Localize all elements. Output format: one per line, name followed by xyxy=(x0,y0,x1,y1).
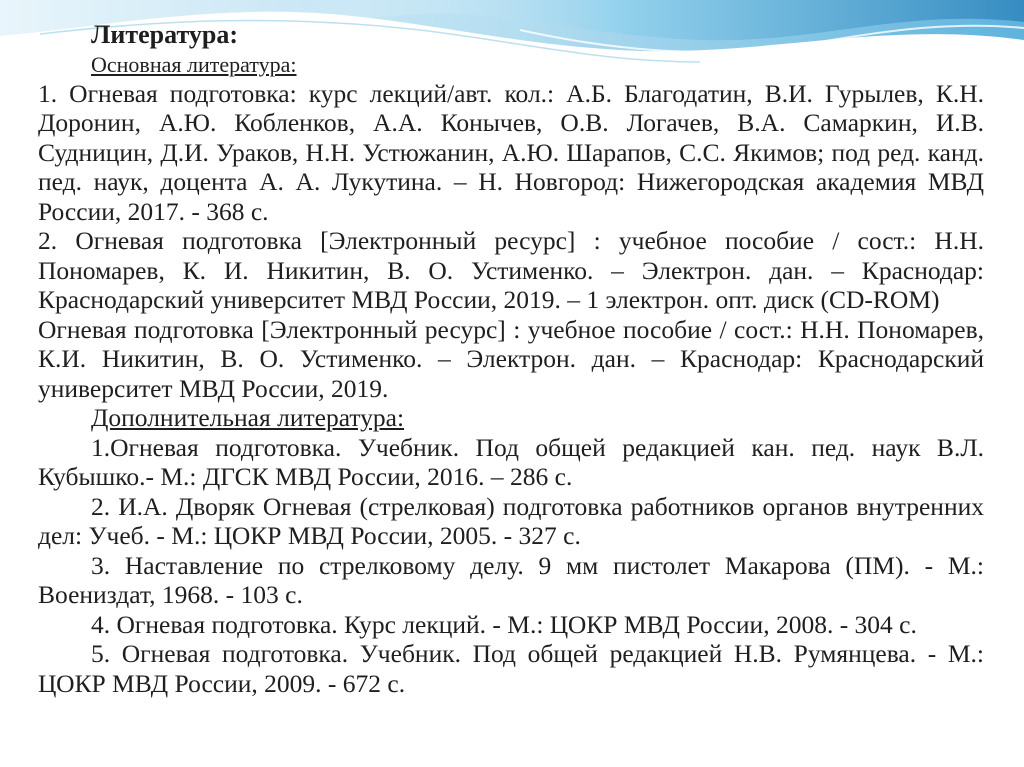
additional-literature-item: 1.Огневая подготовка. Учебник. Под общей редакцией кан. пед. наук В.Л. Кубышко.- М.: ДГСК МВД России, 2016. – 286 с. xyxy=(38,432,984,491)
main-literature-item: 1. Огневая подготовка: курс лекций/авт. кол.: А.Б. Благодатин, В.И. Гурылев, К.Н. Доронин, А.Ю. Кобленков, А.А. Конычев, О.В. Логачев, В.А. Самаркин, И.В. Судницин, Д.И. Ураков, Н.Н. Устюжанин, А.Ю. Шарапов, С.С. Якимов; под ред. канд. пед. наук, доцента А. А. Лукутина. – Н. Новгород: Нижегородская академия МВД России, 2017. - 368 с. xyxy=(38,78,984,226)
main-literature-item: Огневая подготовка [Электронный ресурс] : учебное пособие / сост.: Н.Н. Пономарев, К.И. Никитин, В. О. Устименко. – Электрон. дан. – Краснодар: Краснодарский университет МВД России, 2019. xyxy=(38,314,984,403)
page-title: Литература: xyxy=(91,20,238,49)
additional-literature-item: 3. Наставление по стрелковому делу. 9 мм пистолет Макарова (ПМ). - М.: Воениздат, 1968. - 103 с. xyxy=(38,550,984,609)
additional-literature-heading: Дополнительная литература: xyxy=(91,403,405,432)
additional-literature-item: 4. Огневая подготовка. Курс лекций. - М.: ЦОКР МВД России, 2008. - 304 с. xyxy=(91,609,917,639)
main-literature-item: 2. Огневая подготовка [Электронный ресурс] : учебное пособие / сост.: Н.Н. Пономарев, К. И. Никитин, В. О. Устименко. – Электрон. дан. – Краснодар: Краснодарский университет МВД России, 2019. – 1 электрон. опт. диск (CD-ROM) xyxy=(38,226,984,314)
additional-literature-item: 5. Огневая подготовка. Учебник. Под общей редакцией Н.В. Румянцева. - М.: ЦОКР МВД России, 2009. - 672 с. xyxy=(38,639,984,698)
main-literature-heading: Основная литература: xyxy=(91,51,297,77)
literature-content xyxy=(38,20,984,698)
additional-literature-item: 2. И.А. Дворяк Огневая (стрелковая) подготовка работников органов внутренних дел: Учеб. - М.: ЦОКР МВД России, 2005. - 327 с. xyxy=(38,491,984,550)
